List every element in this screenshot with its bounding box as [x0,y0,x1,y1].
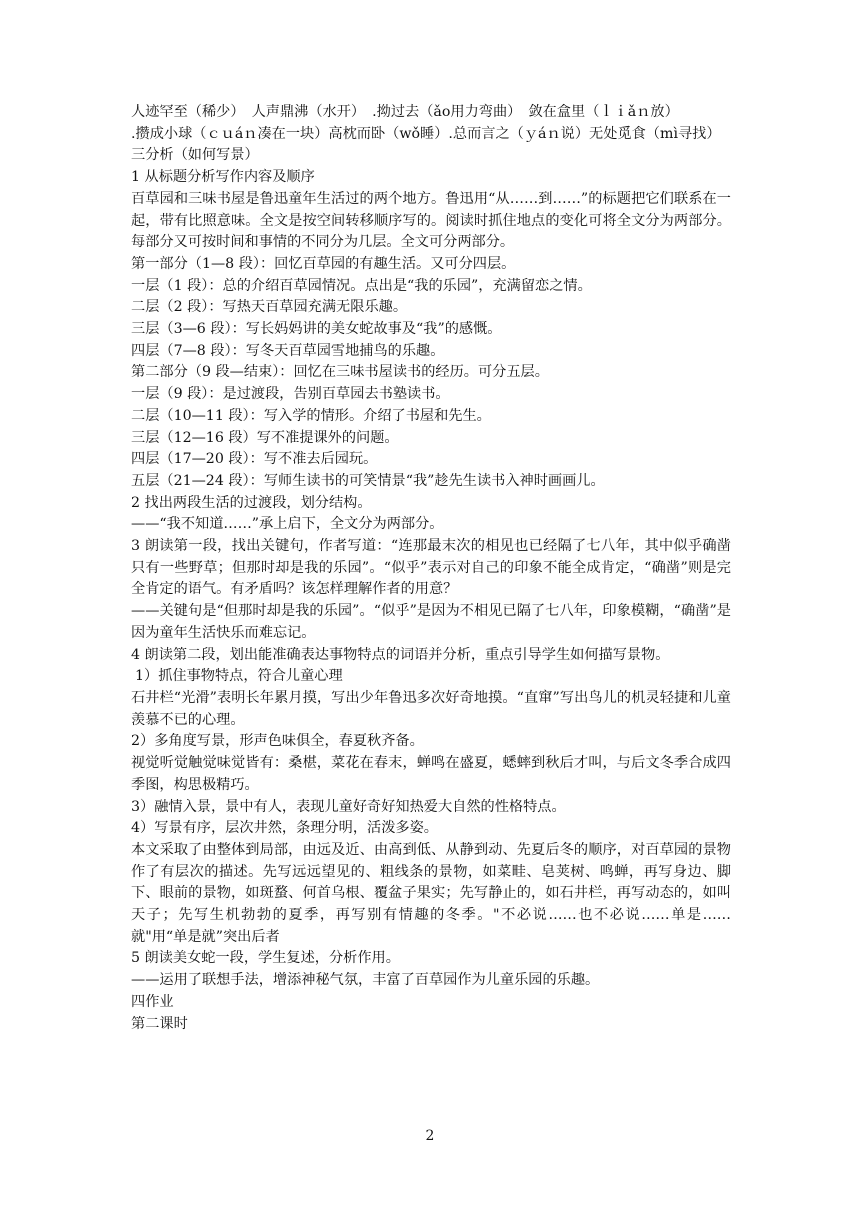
point-2-heading: 2）多角度写景，形声色味俱全，春夏秋齐备。 [131,733,424,750]
part-two-layer-5: 五层（21—24 段）：写师生读书的可笑情景“我”趁先生读书入神时画画儿。 [131,472,605,489]
section-heading-second-lesson: 第二课时 [131,1015,188,1032]
point-2-body: 视觉听觉触觉味觉皆有：桑椹，菜花在春末，蝉鸣在盛夏，蟋蟀到秋后才叫，与后文冬季合成四季图，构思极精巧。 [131,755,731,793]
part-two-layer-4: 四层（17—20 段）：写不准去后园玩。 [131,451,378,468]
subheading-title-analysis: 1 从标题分析写作内容及顺序 [131,169,315,186]
vocab-line-2: .攒成小球（ｃｕáｎ凑在一块）高枕而卧（wǒ睡）.总而言之（ｙáｎ说）无处觅食（mì寻找） [131,125,721,142]
answer-snake: ——运用了联想手法，增添神秘气氛，丰富了百草园作为儿童乐园的乐趣。 [131,972,600,989]
part-two-layer-2: 二层（10—11 段）：写入学的情形。介绍了书屋和先生。 [131,407,491,424]
document-body [131,102,731,1035]
part-one-layer-4: 四层（7—8 段）：写冬天百草园雪地捕鸟的乐趣。 [131,342,445,359]
point-4-body: 本文采取了由整体到局部，由远及近、由高到低、从静到动、先夏后冬的顺序，对百草园的景物作了有层次的描述。先写远远望见的、粗线条的景物，如菜畦、皂荚树、鸣蝉，再写身边、脚下、眼前的景物，如斑蝥、何首乌根、覆盆子果实；先写静止的，如石井栏，再写动态的，如叫天子；先写生机勃勃的夏季，再写别有情趣的冬季。"不必说……也不必说……单是……就"用“单是就”突出后者 [131,841,731,945]
section-heading-homework: 四作业 [131,993,174,1010]
paragraph-title-explanation: 百草园和三味书屋是鲁迅童年生活过的两个地方。鲁迅用“从……到……”的标题把它们联系在一起，带有比照意味。全文是按空间转移顺序写的。阅读时抓住地点的变化可将全文分为两部分。每部分又可按时间和事情的不同分为几层。全文可分两部分。 [131,190,731,251]
subheading-snake: 5 朗读美女蛇一段，学生复述，分析作用。 [131,950,400,967]
point-4-heading: 4）写景有序，层次井然，条理分明，活泼多姿。 [131,820,438,837]
answer-transition: ——“我不知道……”承上启下，全文分为两部分。 [131,516,444,533]
part-one-heading: 第一部分（1—8 段）：回忆百草园的有趣生活。又可分四层。 [131,255,516,272]
point-3-heading: 3）融情入景，景中有人，表现儿童好奇好知热爱大自然的性格特点。 [131,798,566,815]
part-one-layer-1: 一层（1 段）：总的介绍百草园情况。点出是“我的乐园”，充满留恋之情。 [131,277,592,294]
part-two-heading: 第二部分（9 段—结束）：回忆在三味书屋读书的经历。可分五层。 [131,364,549,381]
subheading-key-sentence: 3 朗读第一段，找出关键句，作者写道：“连那最末次的相见也已经隔了七八年，其中似乎确凿只有一些野草；但那时却是我的乐园”。“似乎”表示对自己的印象不能全成肯定，“确凿”则是完全肯定的语气。有矛盾吗？该怎样理解作者的用意？ [131,538,731,598]
subheading-scenery: 4 朗读第二段，划出能准确表达事物特点的词语并分析，重点引导学生如何描写景物。 [131,646,670,663]
part-two-layer-1: 一层（9 段）：是过渡段，告别百草园去书塾读书。 [131,386,450,403]
vocab-line-1: 人迹罕至（稀少） 人声鼎沸（水开） .拗过去（ǎo用力弯曲） 敛在盒里（ｌｉǎｎ放） [131,104,679,120]
part-two-layer-3: 三层（12—16 段）写不准提课外的问题。 [131,429,399,446]
answer-key-sentence: ——关键句是“但那时却是我的乐园”。“似乎”是因为不相见已隔了七八年，印象模糊，“确凿”是因为童年生活快乐而难忘记。 [131,603,731,641]
point-1-heading: 1）抓住事物特点，符合儿童心理 [135,668,343,685]
part-one-layer-2: 二层（2 段）：写热天百草园充满无限乐趣。 [131,299,408,316]
page-number: 2 [425,1128,435,1144]
part-one-layer-3: 三层（3—6 段）：写长妈妈讲的美女蛇故事及“我”的感慨。 [131,321,502,338]
point-1-body: 石井栏“光滑”表明长年累月摸，写出少年鲁迅多次好奇地摸。“直窜”写出鸟儿的机灵轻捷和儿童羡慕不已的心理。 [131,689,731,728]
subheading-transition: 2 找出两段生活的过渡段，划分结构。 [131,494,372,511]
section-heading-analysis: 三分析（如何写景） [131,147,259,164]
